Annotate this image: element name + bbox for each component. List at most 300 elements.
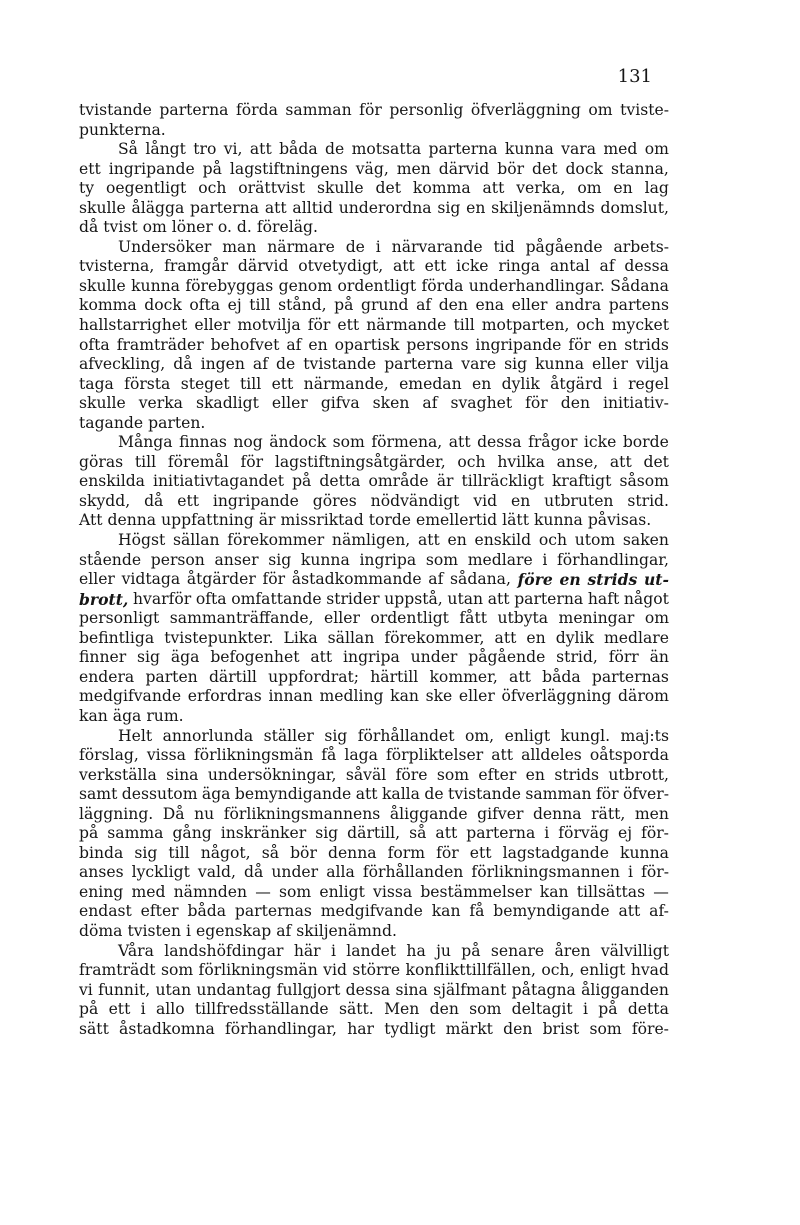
word: sig [324,726,348,745]
word: som [469,1000,502,1019]
word: därvid [438,159,490,178]
word: kunna [131,276,180,295]
word: därom [618,687,669,706]
word: laga [344,746,378,765]
word: torde [368,511,412,530]
word: bestämmelser [420,882,532,901]
word: till [249,296,271,315]
word: finner [79,648,127,667]
word: motsatta [351,140,422,159]
word: person [150,550,205,569]
text-line [79,257,669,277]
text-line [79,414,669,434]
word: Våra [118,941,154,960]
word: otvetydigt, [298,257,384,276]
word: åtgärd [550,374,603,393]
word: partens [608,296,669,315]
word: få [321,746,337,765]
word: med [131,882,166,901]
text-line [79,394,669,414]
word: tviste- [620,101,669,119]
word: då [144,491,164,510]
word: båda [187,902,227,921]
word: brist [542,1019,580,1038]
word: steget [180,374,230,393]
word: som [425,550,459,569]
word: parten. [148,413,206,432]
word: båda [279,140,318,159]
word: öfverläggning [470,101,581,119]
word: ordentligt [370,609,449,628]
word: svaghet [450,394,513,413]
word: pågående [525,237,603,256]
word: skulle [79,276,126,295]
word: utbyta [497,609,549,628]
word: före [517,570,553,590]
word: sätt. [338,1000,374,1019]
word: utan [447,589,484,608]
word: uppfattning [161,511,254,530]
word: tvisten [127,921,182,940]
word: man [222,237,257,256]
word: medlare [603,628,669,647]
word: utan [155,980,192,999]
word: förhållanden [362,863,464,882]
word: sig [268,550,292,569]
word: närmande [366,316,447,335]
word: detta [319,472,361,491]
word: utbruten [544,491,614,510]
word: gifver [477,804,524,823]
word: strid. [627,491,669,510]
text-line [79,687,669,707]
text-line [79,336,669,356]
text-line [79,942,669,962]
word: landshöfdingar [164,941,284,960]
word: inskränker [220,824,307,843]
page-number: 131 [617,66,652,87]
word: öfverläggning [501,687,612,706]
word: tillsättas [576,882,646,901]
word: kan [539,882,569,901]
word: till [134,452,157,471]
word: arbets- [613,237,669,256]
word: är [258,511,276,530]
word: alltid [292,198,333,217]
word: sina [395,980,428,999]
word: läggning. [79,804,154,823]
word: att [448,433,471,452]
word: gifva [320,394,360,413]
word: vissa [373,882,413,901]
word: kunna [620,843,669,862]
word: om [588,101,613,119]
word: Undersöker [118,237,212,256]
word: vi [79,980,93,999]
word: parterna [190,198,260,217]
word: tvistepunkter. [164,628,274,647]
text-line [79,296,669,316]
word: till [168,843,190,862]
word: förväg [558,824,609,843]
word: tvistande [448,785,521,804]
word: få [469,902,485,921]
word: samt [79,785,118,804]
word: andra [555,296,602,315]
word: ett [424,257,447,276]
word: att [509,667,531,686]
word: åstadkommande [291,570,422,589]
word: sällan [327,628,375,647]
word: större [352,961,401,980]
word: af- [649,902,669,921]
word: i [140,1000,146,1019]
word: det [375,179,402,198]
word: nu [194,804,215,823]
text-line [79,844,669,864]
word: tvistande [79,101,152,119]
word: att [482,179,505,198]
word: ingripa [359,550,417,569]
word: vissa [146,746,186,765]
word: — [653,882,669,901]
word: den [438,296,468,315]
word: på [79,1000,99,1019]
word: sätt [79,1019,109,1038]
word: lyckligt [131,863,190,882]
word: ju [436,941,451,960]
word: borde [622,433,669,452]
word: omfattande [231,589,322,608]
word: af [599,257,615,276]
word: som [332,433,365,452]
word: genom [278,276,333,295]
word: stående [79,550,142,569]
word: det [532,159,558,178]
word: framträder [116,335,204,354]
word: åren [554,941,591,960]
word: kraftigt [551,472,612,491]
word: i [612,374,618,393]
word: för- [641,863,669,882]
word: den [503,1019,533,1038]
word: antal [549,257,590,276]
text-line [79,140,669,160]
word: ej [227,296,242,315]
word: äga [201,785,231,804]
word: strider [326,589,380,608]
word: åliggande [389,804,468,823]
word: lätt [502,511,529,530]
word: kungl. [560,726,611,745]
word: sällan [172,531,220,550]
word: sken [372,394,410,413]
word: parterna [466,824,536,843]
word: emellertid [416,511,498,530]
word: och [198,179,227,198]
word: skulle [79,394,126,413]
word: ena [475,296,505,315]
word: — [255,882,271,901]
body-text [79,101,669,1039]
word: såväl [345,765,387,784]
word: Då [162,804,185,823]
word: de [424,785,444,804]
word: utom [574,531,616,550]
word: undersökningar, [207,765,337,784]
word: ringa [498,257,541,276]
word: nog [233,433,263,452]
word: nödvändigt [370,491,460,510]
text-line [79,805,669,825]
word: ty [79,179,95,198]
word: Att [79,511,103,530]
word: sig [437,198,461,217]
word: anse, [556,452,599,471]
word: annorlunda [162,726,254,745]
word: anser [214,550,259,569]
word: och [457,452,486,471]
word: en [526,628,546,647]
text-line [79,707,669,727]
word: komma [412,179,471,198]
word: eller [79,570,115,589]
word: en [466,198,486,217]
word: båda [542,667,581,686]
text-line [79,883,669,903]
word: punkterna. [79,120,166,139]
word: de [345,237,365,256]
word: detta [627,1000,669,1019]
text-line [79,492,669,512]
word: strids [624,335,669,354]
word: kunna [533,511,583,530]
word: en [308,335,328,354]
word: dock [144,296,182,315]
word: för [596,785,619,804]
word: om [644,609,669,628]
word: grund [361,296,409,315]
word: dylik [501,374,540,393]
word: Högst [118,531,166,550]
word: enligt [579,961,626,980]
word: välvilligt [600,941,669,960]
word: af [422,394,438,413]
text-line [79,785,669,805]
word: en [613,179,633,198]
word: regel [628,374,669,393]
word: ingripa [343,648,400,667]
word: åstadkomna [119,1019,215,1038]
word: är [436,472,454,491]
word: ingen [200,355,245,374]
word: fått [459,609,487,628]
word: att [618,902,641,921]
word: efter [478,765,517,784]
word: den [560,394,591,413]
text-line [79,609,669,629]
text-line [79,727,669,747]
word: medlare [467,550,533,569]
text-line [79,570,669,590]
word: i [544,824,550,843]
word: befogenhet [210,648,300,667]
word: om, [464,726,495,745]
word: ofta [195,589,227,608]
word: undantag [196,980,272,999]
word: vi, [223,140,243,159]
word: och [576,316,605,335]
word: förlikningsmannens [223,804,381,823]
word: som [279,882,312,901]
word: vilja [635,355,669,374]
word: om [644,140,669,159]
word: döma [79,921,123,940]
word: hvarför [133,589,192,608]
word: skadligt [195,394,259,413]
word: parterna [384,355,454,374]
word: därtill [208,667,257,686]
word: Sådana [610,276,669,295]
word: till [453,316,475,335]
word: vara [561,140,597,159]
word: för- [641,824,669,843]
word: eller [324,609,360,628]
word: som [160,961,194,980]
text-line [79,746,669,766]
word: om [142,218,167,237]
word: skiljenämnds [491,198,595,217]
word: tro [193,140,217,159]
word: då [173,355,193,374]
word: taga [79,374,114,393]
word: för [436,843,459,862]
word: på [334,296,354,315]
word: medling [319,687,384,706]
word: en [559,570,581,590]
word: under [410,648,458,667]
text-line [79,981,669,1001]
text-line [79,199,669,219]
text-line [79,629,669,649]
word: de [276,355,296,374]
word: eller [194,316,231,335]
word: samman [525,785,592,804]
word: kan [431,902,461,921]
word: af [428,570,444,589]
word: Lika [283,628,318,647]
word: frågor [528,433,578,452]
word: en [597,335,618,354]
word: endast [79,902,132,921]
word: område [368,472,429,491]
text-line [79,863,669,883]
word: lagstiftningsåtgärder, [274,452,446,471]
word: skiljenämnd. [296,921,397,940]
word: ingripande [475,335,562,354]
word: opartisk [334,335,400,354]
word: samma [107,824,164,843]
word: tvistande [303,355,377,374]
word: binda [79,843,124,862]
word: initiativ- [603,394,669,413]
text-line [79,277,669,297]
word: än [649,648,669,667]
word: parten [145,667,198,686]
word: tagande [79,413,144,432]
word: medgifvande [320,902,423,921]
word: parternas [591,667,669,686]
word: att [491,746,514,765]
word: hallstarrighet [79,316,188,335]
word: sig [315,824,339,843]
word: kommer, [429,667,498,686]
word: här [293,941,321,960]
word: icke [583,433,617,452]
word: maj:ts [620,726,669,745]
word: förlikningsmän [198,961,318,980]
word: i [582,1000,588,1019]
word: Men [384,1000,420,1019]
word: mycket [611,316,669,335]
word: enskilda [79,472,145,491]
word: hvilka [497,452,545,471]
word: i [628,863,634,882]
text-line [79,531,669,551]
word: att [487,589,510,608]
word: förebyggas [185,276,274,295]
word: förmena, [371,433,443,452]
text-line [79,824,669,844]
word: form [387,843,426,862]
word: eller [271,394,308,413]
word: af [276,921,292,940]
word: dock [565,159,604,178]
word: finnas [179,433,227,452]
word: parterna [428,140,498,159]
word: för [525,394,548,413]
text-line [79,179,669,199]
word: af [416,296,432,315]
word: bemyndigande [234,785,352,804]
word: verka, [516,179,566,198]
word: erfordras [187,687,262,706]
word: förr [608,648,639,667]
word: ändock [269,433,327,452]
word: så [409,824,427,843]
word: åtgärder [186,570,256,589]
word: fullgjort [276,980,341,999]
word: de [325,140,345,159]
word: parternas [234,902,312,921]
word: tillfredsställande [194,1000,329,1019]
word: föreläg. [256,218,318,237]
word: och, [541,961,575,980]
word: att [264,198,287,217]
word: haft [587,589,620,608]
word: framgår [164,257,229,276]
word: vald, [197,863,236,882]
word: för [568,335,591,354]
word: rum. [146,706,184,725]
text-line [79,902,669,922]
word: personligt [79,609,160,628]
word: nämligen, [331,531,411,550]
word: därvid [237,257,289,276]
text-line [79,590,669,610]
word: förhandlingar, [225,1019,338,1038]
word: befintliga [79,628,155,647]
